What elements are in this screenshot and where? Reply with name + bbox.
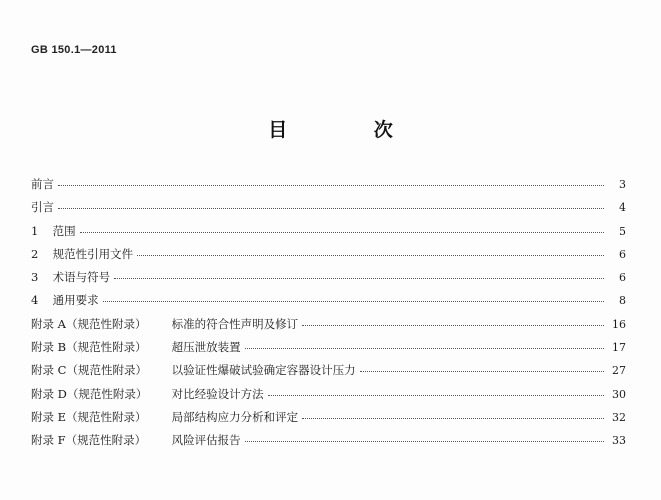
toc-entry-page: 16 [612, 317, 626, 331]
toc-entry-annex: 附录 A（规范性附录） [31, 316, 147, 331]
toc-entry-introduction[interactable] [31, 199, 626, 222]
toc-entry-annex-f[interactable] [31, 432, 626, 455]
toc-entry-page: 27 [612, 364, 626, 378]
toc-entry-annex-a[interactable] [31, 316, 626, 339]
dot-leader [245, 347, 604, 349]
dot-leader [103, 300, 604, 302]
toc-entry-title: 以验证性爆破试验确定容器设计压力 [171, 363, 356, 378]
toc-entry-label [31, 386, 268, 402]
toc-entry-page: 33 [612, 434, 626, 448]
toc-entry-label [31, 199, 58, 215]
dot-leader [80, 231, 604, 233]
toc-entry-title: 前言 [31, 177, 54, 191]
table-of-contents [31, 176, 626, 456]
toc-entry-label [31, 246, 137, 262]
dot-leader [302, 324, 604, 326]
toc-entry-label [31, 223, 80, 239]
dot-leader [58, 207, 604, 209]
toc-entry-label [31, 409, 302, 425]
toc-entry-scope[interactable] [31, 223, 626, 246]
toc-entry-terms-and-symbols[interactable] [31, 269, 626, 292]
toc-entry-general-requirements[interactable] [31, 292, 626, 315]
toc-entry-label [31, 269, 114, 285]
toc-entry-number: 4 [31, 293, 39, 308]
toc-entry-foreword[interactable] [31, 176, 626, 199]
toc-entry-number: 3 [31, 270, 39, 285]
toc-entry-title: 局部结构应力分析和评定 [171, 409, 299, 424]
toc-entry-label [31, 292, 103, 308]
toc-entry-annex: 附录 E（规范性附录） [31, 409, 147, 424]
toc-entry-label [31, 316, 302, 332]
toc-entry-page: 4 [619, 201, 626, 215]
toc-entry-annex: 附录 C（规范性附录） [31, 363, 147, 378]
toc-entry-annex: 附录 B（规范性附录） [31, 340, 147, 355]
toc-entry-page: 32 [612, 410, 626, 424]
toc-entry-label [31, 176, 58, 192]
toc-entry-title: 通用要求 [52, 293, 99, 308]
dot-leader [245, 440, 604, 442]
toc-entry-title: 风险评估报告 [171, 433, 241, 448]
toc-entry-annex: 附录 D（规范性附录） [31, 386, 148, 401]
toc-entry-annex-e[interactable] [31, 409, 626, 432]
toc-entry-label [31, 339, 245, 355]
toc-entry-label [31, 432, 245, 448]
dot-leader [360, 370, 604, 372]
toc-entry-title: 引言 [31, 200, 54, 215]
toc-entry-page: 17 [612, 341, 626, 355]
toc-entry-page: 8 [619, 294, 626, 308]
dot-leader [58, 184, 604, 186]
toc-entry-annex-b[interactable] [31, 339, 626, 362]
dot-leader [114, 277, 604, 279]
toc-entry-title: 标准的符合性声明及修订 [171, 316, 299, 331]
toc-entry-title: 范围 [52, 223, 76, 238]
toc-entry-page: 6 [619, 247, 626, 261]
dot-leader [137, 254, 604, 256]
toc-entry-page: 6 [619, 271, 626, 285]
toc-entry-annex-c[interactable] [31, 362, 626, 385]
toc-entry-normative-references[interactable] [31, 246, 626, 269]
toc-entry-page: 5 [619, 224, 626, 238]
toc-entry-title: 对比经验设计方法 [171, 386, 264, 401]
toc-entry-title: 术语与符号 [52, 270, 111, 285]
toc-entry-annex: 附录 F（规范性附录） [31, 433, 147, 448]
toc-entry-title: 规范性引用文件 [52, 246, 134, 261]
dot-leader [302, 417, 604, 419]
toc-title: 目 次 [268, 119, 433, 141]
toc-entry-number: 2 [31, 246, 39, 261]
standard-code: GB 150.1—2011 [31, 44, 117, 56]
toc-entry-label [31, 362, 360, 378]
toc-entry-page: 30 [612, 387, 626, 401]
dot-leader [268, 394, 604, 396]
toc-entry-page: 3 [619, 178, 626, 191]
toc-entry-title: 超压泄放装置 [171, 340, 241, 355]
toc-entry-annex-d[interactable] [31, 386, 626, 409]
toc-entry-number: 1 [31, 223, 39, 238]
